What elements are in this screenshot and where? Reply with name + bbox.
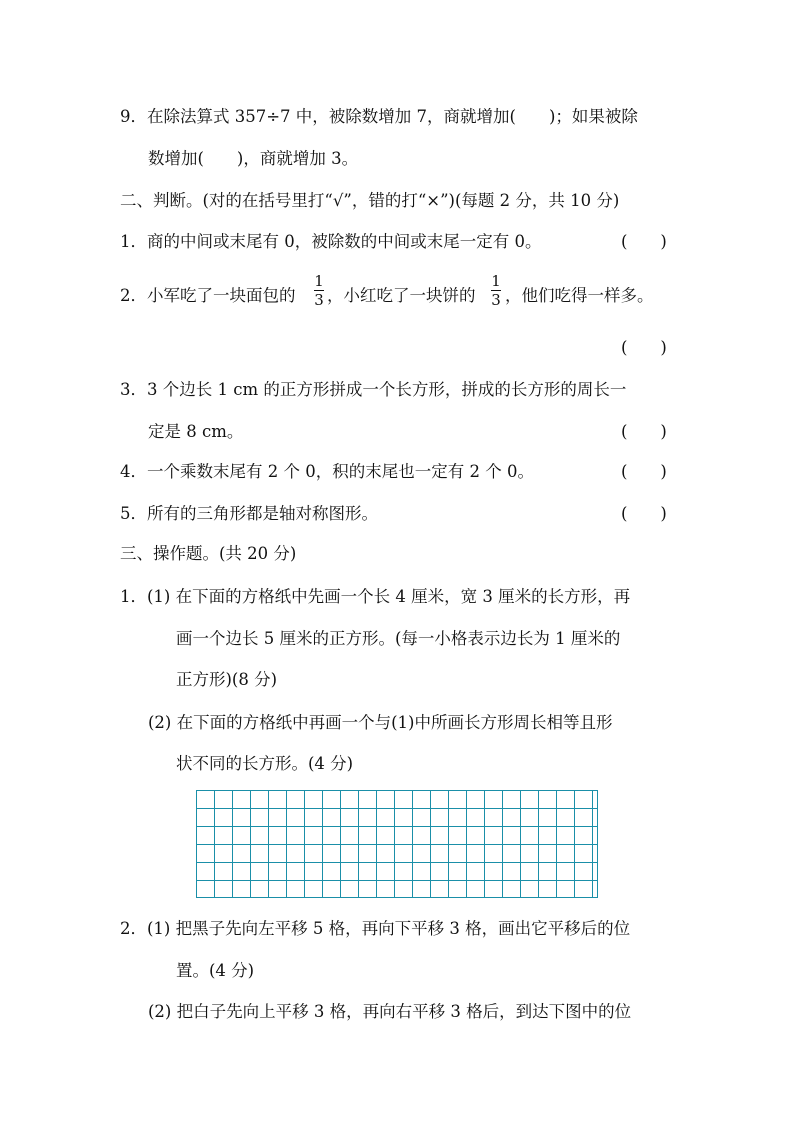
judge-item-4-answer-paren[interactable]: ( ) bbox=[621, 462, 667, 481]
op-q2-part1-line2: 置。(4 分) bbox=[176, 961, 255, 980]
op-q2-part2-line1: (2) 把白子先向上平移 3 格，再向右平移 3 格后，到达下图中的位 bbox=[148, 1002, 632, 1021]
op-q1-part1-line3: 正方形)(8 分) bbox=[176, 670, 278, 689]
fraction-numerator: 1 bbox=[314, 272, 324, 290]
judge-item-2-text-a: 2．小军吃了一块面包的 bbox=[120, 286, 296, 305]
judge-item-2-fraction-1 bbox=[314, 273, 324, 308]
judge-item-4-text: 4．一个乘数末尾有 2 个 0，积的末尾也一定有 2 个 0。 bbox=[120, 462, 534, 481]
op-q1-part1-line2: 画一个边长 5 厘米的正方形。(每一小格表示边长为 1 厘米的 bbox=[176, 629, 621, 648]
q9-line1: 9．在除法算式 357÷7 中，被除数增加 7，商就增加( )；如果被除 bbox=[120, 107, 638, 126]
judge-item-2-answer-paren[interactable]: ( ) bbox=[621, 338, 667, 357]
judge-item-2-text-c: ，他们吃得一样多。 bbox=[505, 286, 654, 305]
op-q2-part1-line1: 2．(1) 把黑子先向左平移 5 格，再向下平移 3 格，画出它平移后的位 bbox=[120, 919, 631, 938]
fraction-denominator: 3 bbox=[491, 291, 501, 309]
judge-item-2-fraction-2 bbox=[491, 273, 501, 308]
judge-item-3-answer-paren[interactable]: ( ) bbox=[621, 422, 667, 441]
section3-heading: 三、操作题。(共 20 分) bbox=[120, 544, 297, 563]
section2-heading: 二、判断。(对的在括号里打“√”，错的打“×”)(每题 2 分，共 10 分) bbox=[120, 191, 620, 210]
judge-item-1-text: 1．商的中间或末尾有 0，被除数的中间或末尾一定有 0。 bbox=[120, 232, 542, 251]
judge-item-1-answer-paren[interactable]: ( ) bbox=[621, 232, 667, 251]
op-q1-part2-line1: (2) 在下面的方格纸中再画一个与(1)中所画长方形周长相等且形 bbox=[148, 713, 613, 732]
judge-item-5-text: 5．所有的三角形都是轴对称图形。 bbox=[120, 504, 378, 523]
judge-item-3-line1: 3．3 个边长 1 cm 的正方形拼成一个长方形，拼成的长方形的周长一 bbox=[120, 380, 627, 399]
judge-item-3-line2: 定是 8 cm。 bbox=[148, 422, 244, 441]
op-q1-part2-line2: 状不同的长方形。(4 分) bbox=[176, 754, 354, 773]
op-q1-part1-line1: 1．(1) 在下面的方格纸中先画一个长 4 厘米，宽 3 厘米的长方形，再 bbox=[120, 587, 631, 606]
fraction-denominator: 3 bbox=[314, 291, 324, 309]
fraction-numerator: 1 bbox=[491, 272, 501, 290]
grid-paper[interactable] bbox=[196, 790, 598, 898]
judge-item-2-text-b: ，小红吃了一块饼的 bbox=[327, 286, 476, 305]
judge-item-5-answer-paren[interactable]: ( ) bbox=[621, 504, 667, 523]
q9-line2: 数增加( )，商就增加 3。 bbox=[148, 149, 359, 168]
